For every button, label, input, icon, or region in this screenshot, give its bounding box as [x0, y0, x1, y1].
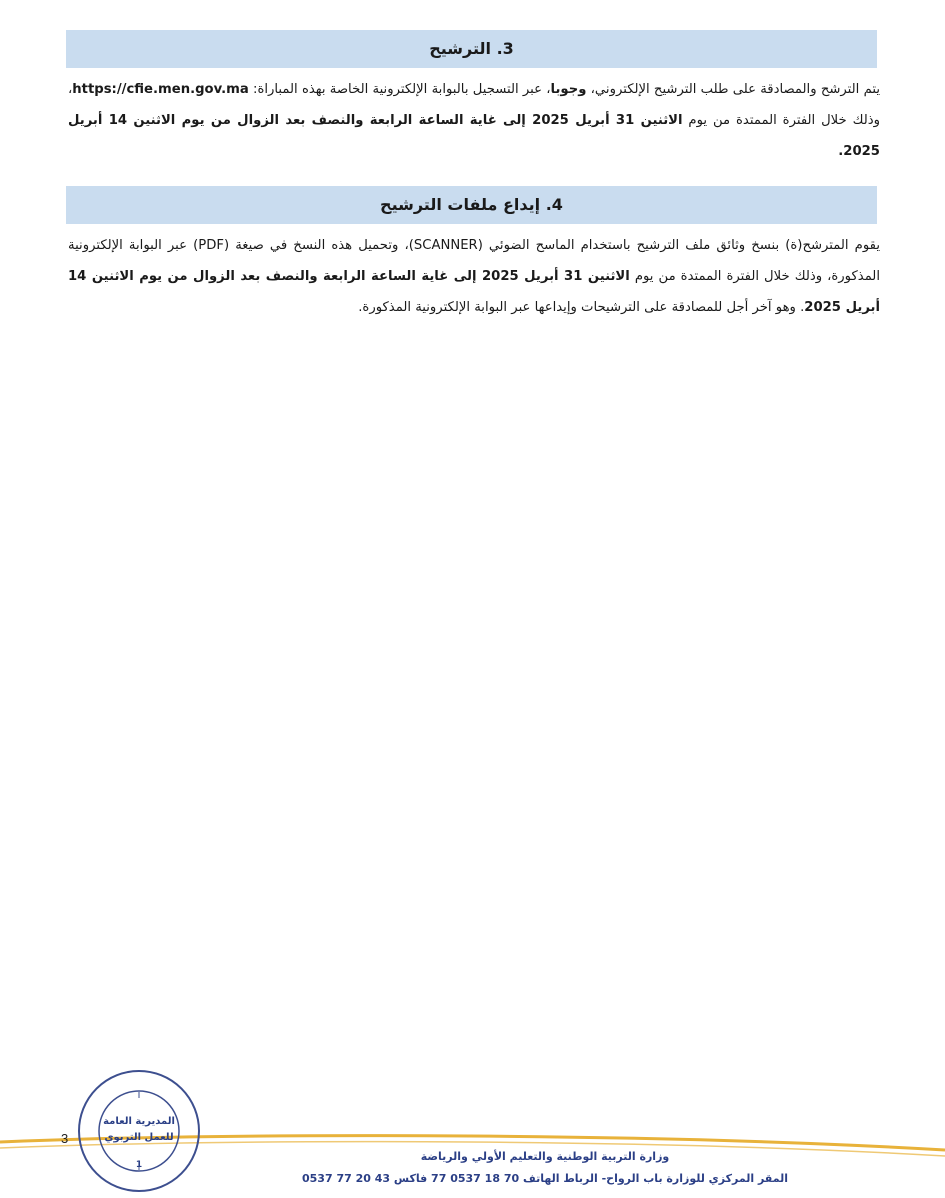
text-run: يقوم المترشح(ة) بنسخ وثائق ملف الترشيح باستخدام الماسح الضوئي (SCANNER)، وتحميل هذه النسخ في صيغة (PDF) عبر البوابة الإلكترونية المذكورة، وذلك خلال الفترة الممتدة من يوم [68, 238, 880, 284]
portal-link[interactable]: https://cfie.men.gov.ma [72, 82, 249, 97]
section-heading-file-deposit: 4. إيداع ملفات الترشيح [66, 186, 877, 224]
footer-ministry: وزارة التربية الوطنية والتعليم الأولي والرياضة [420, 1150, 670, 1163]
deadline-bold: الاثنين 31 أبريل 2025 إلى غاية الساعة الرابعة والنصف بعد الزوال من يوم الاثنين 14 أبريل 2025. [68, 113, 880, 159]
deadline-bold: الاثنين 31 أبريل 2025 إلى غاية الساعة الرابعة والنصف بعد الزوال من يوم الاثنين 14 أبريل 2025 [68, 269, 880, 315]
text-run: يتم الترشح والمصادقة على طلب الترشيح الإلكتروني، [586, 82, 880, 97]
section-paragraph-candidacy [68, 74, 880, 167]
page-number: 3 [61, 1131, 69, 1146]
seal-icon [76, 1068, 202, 1194]
text-run: ، عبر التسجيل بالبوابة الإلكترونية الخاصة بهذه المباراة: [248, 82, 551, 97]
seal-number: 1 [135, 1160, 143, 1170]
seal-line-1: المديرية العامة [103, 1116, 175, 1127]
section-paragraph-file-deposit [68, 230, 880, 323]
section-heading-candidacy: 3. الترشيح [66, 30, 877, 68]
footer-address: المقر المركزي للوزارة باب الرواح- الرباط الهاتف 70 18 0537 77 فاكس 43 20 77 0537 [302, 1172, 788, 1185]
official-seal [76, 1068, 202, 1194]
seal-line-2: للعمل التربوي [104, 1132, 174, 1143]
text-run-bold: وجوبا [550, 82, 587, 97]
text-run: ، وذلك خلال الفترة الممتدة من يوم [68, 82, 880, 128]
text-run: . وهو آخر أجل للمصادقة على الترشيحات وإيداعها عبر البوابة الإلكترونية المذكورة. [358, 300, 805, 315]
